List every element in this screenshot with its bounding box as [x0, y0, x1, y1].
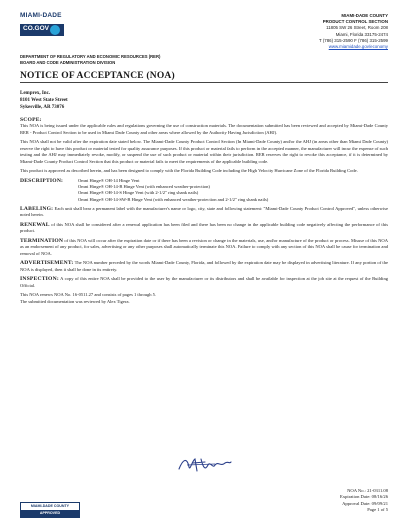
section-name: PRODUCT CONTROL SECTION — [322, 19, 388, 25]
description-section — [20, 178, 388, 203]
reviewer-signature — [175, 453, 235, 477]
logo-text-top: MIAMI-DADE — [20, 12, 62, 19]
approval-date: Approval Date: 09/09/21 — [342, 500, 388, 506]
page-number: Page 1 of 5 — [367, 506, 388, 512]
closing-line-1: This NOA renews NOA No. 16-0511.27 and consists of pages 1 through 5. — [20, 292, 157, 298]
description-list — [78, 178, 388, 203]
county-website-link[interactable]: www.miamidade.gov/economy — [328, 44, 388, 50]
scope-heading: SCOPE: — [20, 117, 42, 123]
termination-heading: TERMINATION — [20, 237, 64, 244]
noa-number: NOA No.: 21-0311.08 — [347, 488, 388, 493]
applicant-city: Sykesville, AR 73076 — [20, 105, 65, 110]
dept-line-1: DEPARTMENT OF REGULATORY AND ECONOMIC RESOURCES (RER) — [20, 54, 161, 59]
logo-mark-icon — [50, 25, 60, 35]
inspection-section — [20, 276, 388, 289]
noa-body — [20, 117, 388, 305]
applicant-address — [20, 90, 68, 111]
stamp-top-text: MIAMI-DADE COUNTY — [30, 504, 70, 508]
department-block — [20, 54, 160, 66]
stamp-bottom-text: APPROVED — [21, 510, 79, 517]
county-phone: T (786) 315-2590 F (786) 315-2599 — [319, 37, 388, 43]
inspection-text: A copy of this entire NOA shall be provided to the user by the manufacturer or its distributors and shall be available for inspection at the job site at the request of the Building Official. — [20, 276, 388, 288]
termination-section — [20, 238, 388, 257]
scope-paragraph-2: This NOA shall not be valid after the expiration date stated below. The Miami-Dade County Product Control Section (In Miami-Dade County) and/or the AHJ (in areas other than Miami Dade County) reserve the right to have this product or material tested for quality assurance purposes. If this product or material fails to perform in the accepted manner, the manufacturer will incur the expense of such testing and the AHJ may immediately revoke, modify, or suspend the use of such product or material within their jurisdiction. RER reserves the right to revoke this acceptance, if it is determined by Miami-Dade County Product Control Section that this product or material fails to meet the requirements of the applicable building code. — [20, 139, 388, 164]
miami-dade-logo — [20, 12, 64, 40]
closing-line-2: The submitted documentation was reviewed by Alex Tigera. — [20, 298, 130, 304]
termination-text: of this NOA will occur after the expiration date or if there has been a revision or change in the materials, use, and/or manufacture of the product or process. Misuse of this NOA as an endorsement of any product, for sales, advertising or any other purposes shall automatically terminate this NOA. Failure to comply with any section of this NOA shall be cause for termination and removal of NOA. — [20, 237, 388, 256]
renewal-heading: RENEWAL — [20, 221, 50, 228]
renewal-text: of this NOA shall be considered after a renewal application has been filed and there has been no change in the applicable building code negatively affecting the performance of this product. — [20, 221, 388, 234]
description-heading: DESCRIPTION: — [20, 177, 64, 184]
advertisement-text: The NOA number preceded by the words Miami-Dade County, Florida, and followed by the expiration date may be displayed in advertising literature. If any portion of the NOA is displayed, then it shall be done in its entirety. — [20, 260, 388, 272]
logo-text-bottom: CO.GOV — [23, 25, 50, 32]
title-divider — [20, 82, 388, 83]
page-title: NOTICE OF ACCEPTANCE (NOA) — [20, 71, 175, 81]
approved-stamp-logo — [20, 502, 80, 518]
advertisement-section — [20, 260, 388, 273]
scope-section — [20, 117, 388, 136]
inspection-heading: INSPECTION: — [20, 276, 59, 283]
labeling-text: Each unit shall bear a permanent label with the manufacturer's name or logo, city, state and following statement: "Miami-Dade County Product Control Approved", unless otherwise noted herein. — [20, 205, 388, 218]
county-city: Miami, Florida 33175-2474 — [335, 31, 388, 37]
county-street: 11805 SW 26 Street, Room 208 — [326, 25, 388, 31]
description-item: Omni Hinge® OH-14-SW-B Hinge Vent (with enhanced weather-protection and 2-1/2" ring shank nails) — [78, 196, 269, 202]
applicant-name: Lemprex, Inc. — [20, 91, 51, 96]
renewal-section — [20, 222, 388, 235]
description-item: Omni Hinge® OH-14-S Hinge Vent (with 2-1/2" ring shank nails) — [78, 190, 199, 196]
description-item: Omni Hinge® OH-14 Hinge Vent — [78, 178, 140, 184]
scope-paragraph-1: This NOA is being issued under the applicable rules and regulations governing the use of construction materials. The documentation submitted has been reviewed and accepted by Miami-Dade County RER - Product Control Section to be used in Miami Dade County and other areas where allowed by the Authority Having Jurisdiction (AHJ). — [20, 123, 388, 135]
applicant-street: 8101 West State Street — [20, 98, 68, 103]
county-contact-block — [319, 13, 388, 50]
expiration-date: Expiration Date: 08/16/26 — [340, 494, 388, 500]
noa-footer-info — [340, 488, 388, 513]
labeling-heading: LABELING: — [20, 205, 54, 212]
scope-paragraph-3: This product is approved as described herein, and has been designed to comply with the Florida Building Code including the High Velocity Hurricane Zone of the Florida Building Code. — [20, 168, 358, 174]
county-name: MIAMI-DADE COUNTY — [341, 13, 388, 18]
advertisement-heading: ADVERTISEMENT: — [20, 260, 74, 267]
description-item: Omni Hinge® OH-14-B Hinge Vent (with enhanced weather-protection) — [78, 184, 210, 190]
labeling-section — [20, 206, 388, 219]
dept-line-2: BOARD AND CODE ADMINISTRATION DIVISION — [20, 60, 116, 65]
